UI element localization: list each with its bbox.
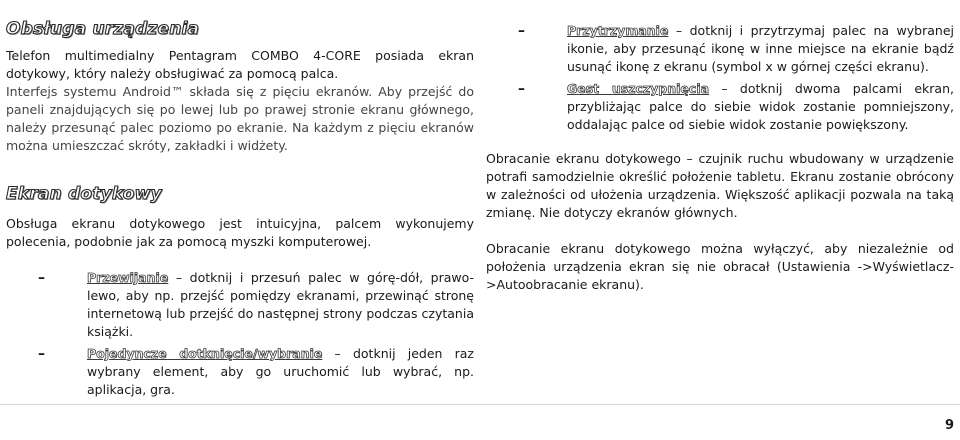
- term-label: Przewijanie: [87, 270, 169, 285]
- page-title: Obsługa urządzenia: [6, 19, 200, 39]
- term-description: – dotknij dwoma palcami ekran, przybliżając palce do siebie widok zostanie pomniejszony, oddalając palce od siebie widok zostanie powiększony.: [567, 81, 954, 132]
- term-description: – dotknij i przesuń palec w górę-dół, prawo-lewo, aby np. przejść pomiędzy ekranami, przewinąć stronę internetową lub przejść do następnej strony podczas czytania książki.: [87, 270, 474, 339]
- list-item: [486, 22, 954, 76]
- interface-paragraph: Interfejs systemu Android™ składa się z pięciu ekranów. Aby przejść do paneli znajdujących się po lewej lub po prawej stronie ekranu głównego, należy przesunąć palec poziomo po ekranie. Na każdym z pięciu ekranów można umieszczać skróty, zakładki i widżety.: [6, 84, 474, 153]
- rotation-paragraph: Obracanie ekranu dotykowego – czujnik ruchu wbudowany w urządzenie potrafi samodzielnie określić położenie tabletu. Ekranu zostanie obrócony w zależności od ułożenia urządzenia. Większość aplikacji pozwala na taką zmianę. Nie dotyczy ekranów głównych.: [486, 151, 954, 220]
- intro-paragraph: Telefon multimedialny Pentagram COMBO 4-CORE posiada ekran dotykowy, który należy obsługiwać za pomocą palca.: [6, 48, 474, 81]
- bullet-dash: –: [518, 81, 525, 97]
- bullet-dash: –: [38, 346, 45, 362]
- page-number: 9: [944, 418, 954, 433]
- right-column: [486, 0, 954, 294]
- term-description: – dotknij i przytrzymaj palec na wybranej ikonie, aby przesunąć ikonę w inne miejsce na ekranie bądź usunąć ikonę z ekranu (symbol x w górnej części ekranu).: [567, 23, 954, 74]
- bullet-dash: –: [518, 23, 525, 39]
- list-item: [6, 269, 474, 341]
- list-item: [6, 345, 474, 399]
- section-paragraph: Obsługa ekranu dotykowego jest intuicyjna, palcem wykonujemy polecenia, podobnie jak za pomocą myszki komputerowej.: [6, 216, 474, 249]
- footer-divider: [0, 404, 960, 405]
- bullet-dash: –: [38, 270, 45, 286]
- term-label: Przytrzymanie: [567, 23, 669, 38]
- rotation-disable-paragraph: Obracanie ekranu dotykowego można wyłączyć, aby niezależnie od położenia urządzenia ekran się nie obracał (Ustawienia ->Wyświetlacz->Autoobracanie ekranu).: [486, 241, 954, 292]
- left-column: [6, 0, 474, 399]
- list-item: [486, 80, 954, 134]
- gesture-list-right: [486, 22, 954, 134]
- term-label: Pojedyncze dotknięcie/wybranie: [87, 346, 323, 361]
- gesture-list-left: [6, 269, 474, 399]
- term-description: – dotknij jeden raz wybrany element, aby go uruchomić lub wybrać, np. aplikacja, gra.: [87, 346, 474, 397]
- term-label: Gest uszczypnięcia: [567, 81, 710, 96]
- section-title: Ekran dotykowy: [6, 184, 162, 204]
